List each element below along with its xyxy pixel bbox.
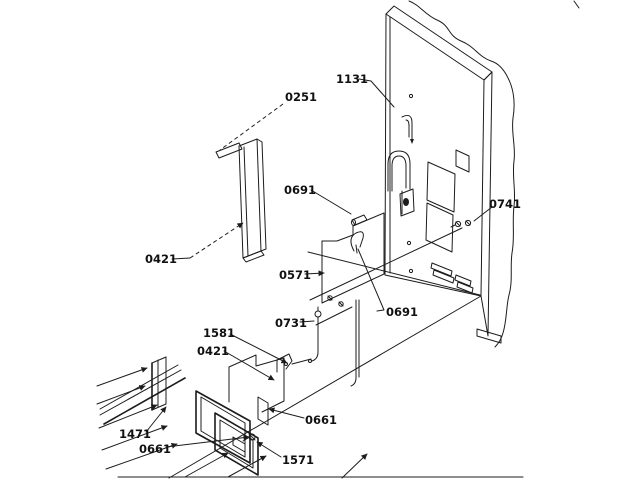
- assembly-alignment-lines: [118, 228, 523, 478]
- panel-foot: [477, 329, 501, 343]
- leader-0251: [220, 104, 283, 150]
- part-label-0251: 0251: [285, 90, 318, 104]
- tube-hook: [402, 115, 414, 144]
- screw-hole: [407, 241, 410, 244]
- part-label-0741: 0741: [489, 197, 522, 211]
- leader-0691-mid: [358, 249, 384, 311]
- part-label-1471: 1471: [119, 427, 152, 441]
- square-cutout: [456, 150, 469, 172]
- grille-frame: [196, 391, 250, 463]
- cabinet-back-panel: [385, 1, 579, 347]
- part-label-0661-right: 0661: [305, 413, 338, 427]
- clip-bracket-1581: [277, 354, 311, 372]
- keyhole-arch-cutout: [388, 151, 414, 216]
- leader-0691-top: [311, 190, 351, 214]
- part-label-0421-lower: 0421: [197, 344, 230, 358]
- leader-1571: [257, 442, 281, 457]
- part-label-0691-mid: 0691: [386, 305, 419, 319]
- part-labels: [119, 72, 521, 467]
- drain-tube-0731: [309, 307, 353, 363]
- leader-lines: [146, 79, 492, 457]
- drain-tube-lower: [351, 300, 359, 386]
- part-label-0571: 0571: [279, 268, 312, 282]
- mounting-screw: [403, 198, 409, 206]
- screw-hole: [409, 269, 412, 272]
- duct-opening: [229, 355, 284, 412]
- rect-cutout-lower: [426, 203, 453, 252]
- part-label-0421-upper: 0421: [145, 252, 178, 266]
- leader-1581: [230, 334, 287, 363]
- filler-strip: [216, 139, 266, 262]
- grille-panel-1571: [215, 413, 258, 475]
- part-label-0661-left: 0661: [139, 442, 172, 456]
- part-label-1581: 1581: [203, 326, 236, 340]
- cover-plate: [322, 213, 384, 306]
- part-label-1131: 1131: [336, 72, 369, 86]
- broken-edge-wave: [409, 1, 515, 347]
- screw-0691: [352, 215, 368, 225]
- screws-0741: [451, 220, 471, 227]
- screw-hole: [409, 94, 412, 97]
- part-label-0691-top: 0691: [284, 183, 317, 197]
- part-label-1571: 1571: [282, 453, 315, 467]
- part-label-0731: 0731: [275, 316, 308, 330]
- strip-top-bracket: [216, 143, 242, 158]
